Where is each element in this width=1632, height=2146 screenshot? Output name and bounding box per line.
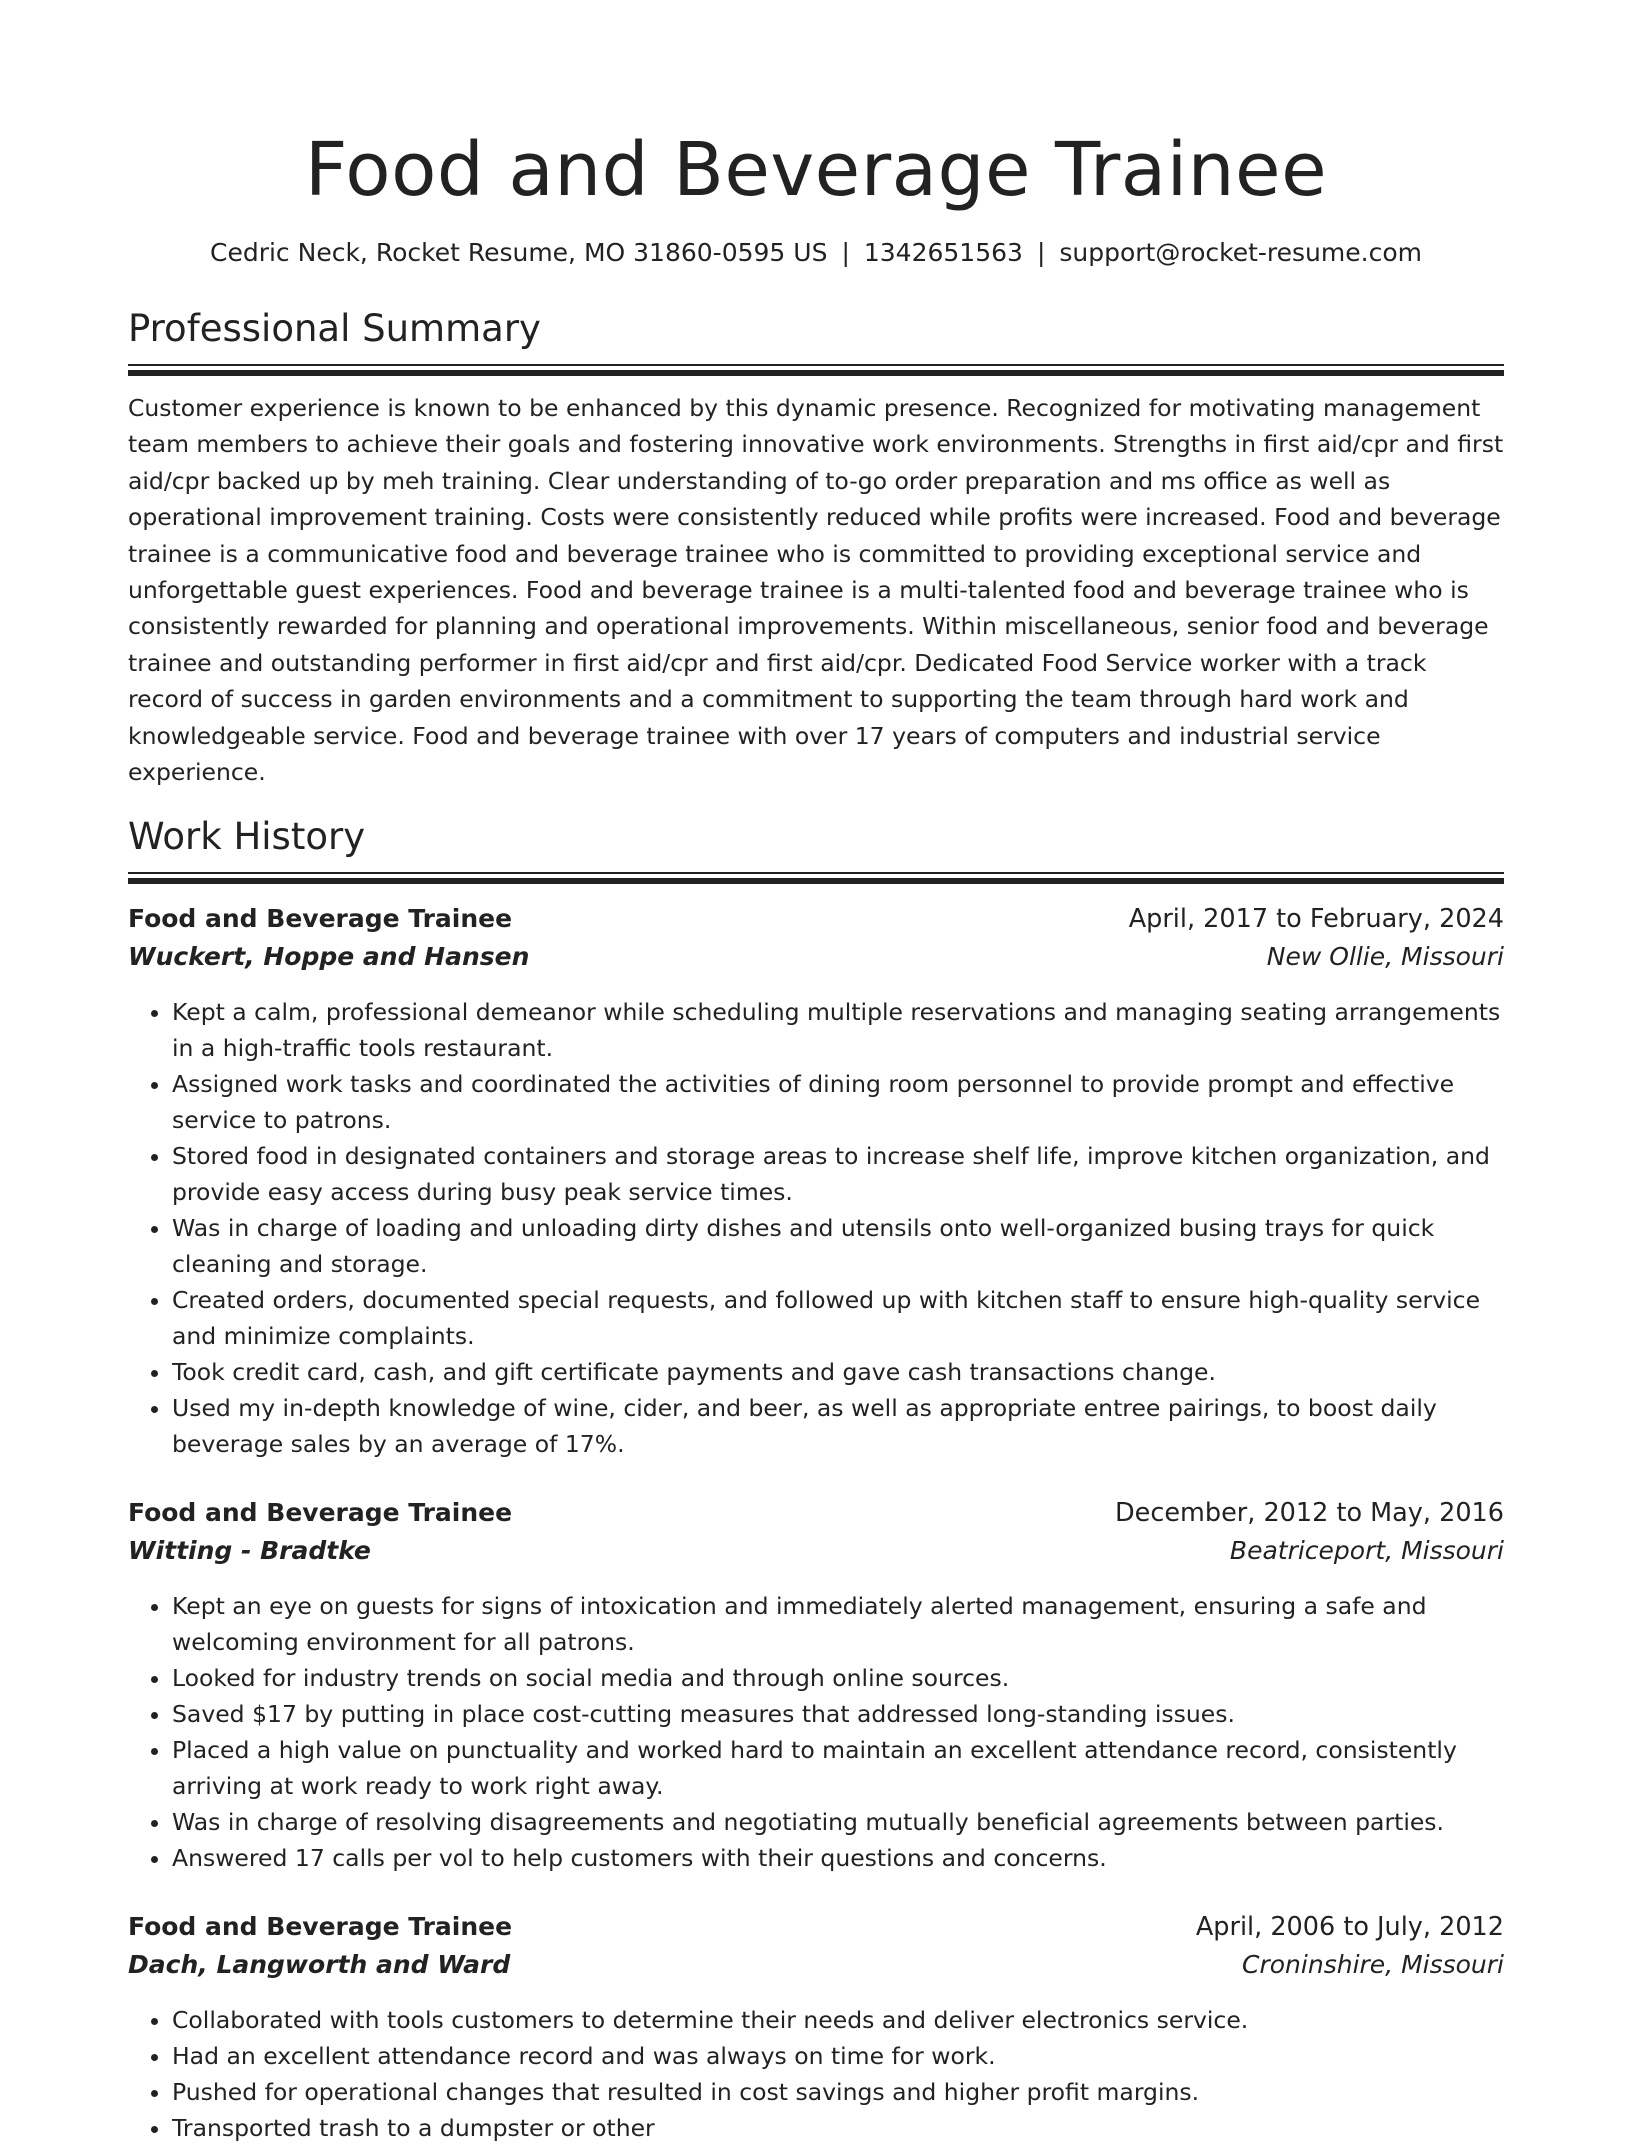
contact-separator: | <box>841 238 850 267</box>
job-duty-item: • Was in charge of resolving disagreements and negotiating mutually beneficial agreements between parties. <box>172 1804 1504 1840</box>
job-duty-item: • Kept an eye on guests for signs of intoxication and immediately alerted management, ensuring a safe and welcoming environment for all patrons. <box>172 1588 1504 1660</box>
job-title: Food and Beverage Trainee <box>128 1498 513 1528</box>
work-history-heading: Work History <box>128 815 366 859</box>
job-dates: April, 2017 to February, 2024 <box>1128 904 1504 935</box>
job-duties-list <box>128 2002 1504 2146</box>
job-entry <box>128 1494 1504 1876</box>
job-employer-row <box>128 1532 1504 1570</box>
job-duty-item: • Stored food in designated containers and storage areas to increase shelf life, improve kitchen organization, and provide easy access during busy peak service times. <box>172 1138 1504 1210</box>
job-duty-item: • Looked for industry trends on social media and through online sources. <box>172 1660 1504 1696</box>
job-duty-item: • Was in charge of loading and unloading dirty dishes and utensils onto well-organized busing trays for quick cleaning and storage. <box>172 1210 1504 1282</box>
job-company: Wuckert, Hoppe and Hansen <box>128 942 530 972</box>
job-duty-item: • Took credit card, cash, and gift certificate payments and gave cash transactions change. <box>172 1354 1504 1390</box>
contact-separator: | <box>1036 238 1046 267</box>
job-title: Food and Beverage Trainee <box>128 904 513 934</box>
job-duty-item: • Created orders, documented special requests, and followed up with kitchen staff to ensure high-quality service and minimize complaints. <box>172 1282 1504 1354</box>
section-divider <box>128 364 1504 376</box>
job-duty-item: • Answered 17 calls per vol to help customers with their questions and concerns. <box>172 1840 1504 1876</box>
contact-email: support@rocket-resume.com <box>1059 238 1422 267</box>
job-dates: December, 2012 to May, 2016 <box>1115 1498 1504 1529</box>
section-divider <box>128 872 1504 884</box>
candidate-name: Food and Beverage Trainee <box>304 127 1328 213</box>
job-duties-list <box>128 994 1504 1462</box>
job-employer-row <box>128 938 1504 976</box>
job-duty-item: • Collaborated with tools customers to determine their needs and deliver electronics service. <box>172 2002 1504 2038</box>
job-header-row <box>128 1908 1504 1946</box>
summary-text: Customer experience is known to be enhanced by this dynamic presence. Recognized for motivating management team members to achieve their goals and fostering innovative work environments. Strengths in first aid/cpr and first aid/cpr backed up by meh training. Clear understanding of to-go order preparation and ms office as well as operational improvement training. Costs were consistently reduced while profits were increased. Food and beverage trainee is a communicative food and beverage trainee who is committed to providing exceptional service and unforgettable guest experiences. Food and beverage trainee is a multi-talented food and beverage trainee who is consistently rewarded for planning and operational improvements. Within miscellaneous, senior food and beverage trainee and outstanding performer in first aid/cpr and first aid/cpr. Dedicated Food Service worker with a track record of success in garden environments and a commitment to supporting the team through hard work and knowledgeable service. Food and beverage trainee with over 17 years of computers and industrial service experience. <box>128 394 1504 787</box>
job-location: Croninshire, Missouri <box>1242 1950 1504 1980</box>
job-title: Food and Beverage Trainee <box>128 1912 513 1942</box>
job-company: Witting - Bradtke <box>128 1536 371 1566</box>
job-duty-item: • Had an excellent attendance record and was always on time for work. <box>172 2038 1504 2074</box>
resume-page <box>128 0 1504 2146</box>
job-list <box>128 900 1504 2146</box>
job-duty-item: • Used my in-depth knowledge of wine, cider, and beer, as well as appropriate entree pairings, to boost daily beverage sales by an average of 17%. <box>172 1390 1504 1462</box>
job-entry <box>128 1908 1504 2146</box>
job-header-row <box>128 900 1504 938</box>
job-duty-item: • Pushed for operational changes that resulted in cost savings and higher profit margins. <box>172 2074 1504 2110</box>
job-duty-item: • Assigned work tasks and coordinated the activities of dining room personnel to provide prompt and effective service to patrons. <box>172 1066 1504 1138</box>
job-location: Beatriceport, Missouri <box>1229 1536 1504 1566</box>
contact-address: Cedric Neck, Rocket Resume, MO 31860-0595 US <box>210 238 828 267</box>
job-duty-item: • Transported trash to a dumpster or other <box>172 2110 1504 2146</box>
job-dates: April, 2006 to July, 2012 <box>1195 1912 1504 1943</box>
summary-heading: Professional Summary <box>128 307 541 350</box>
job-duty-item: • Kept a calm, professional demeanor while scheduling multiple reservations and managing seating arrangements in a high-traffic tools restaurant. <box>172 994 1504 1066</box>
contact-line <box>128 236 1504 270</box>
contact-phone: 1342651563 <box>863 238 1023 267</box>
job-duties-list <box>128 1588 1504 1876</box>
job-employer-row <box>128 1946 1504 1984</box>
job-company: Dach, Langworth and Ward <box>128 1950 511 1980</box>
job-entry <box>128 900 1504 1462</box>
job-location: New Ollie, Missouri <box>1266 942 1504 972</box>
job-duty-item: • Saved $17 by putting in place cost-cutting measures that addressed long-standing issues. <box>172 1696 1504 1732</box>
job-header-row <box>128 1494 1504 1532</box>
job-duty-item: • Placed a high value on punctuality and worked hard to maintain an excellent attendance record, consistently arriving at work ready to work right away. <box>172 1732 1504 1804</box>
